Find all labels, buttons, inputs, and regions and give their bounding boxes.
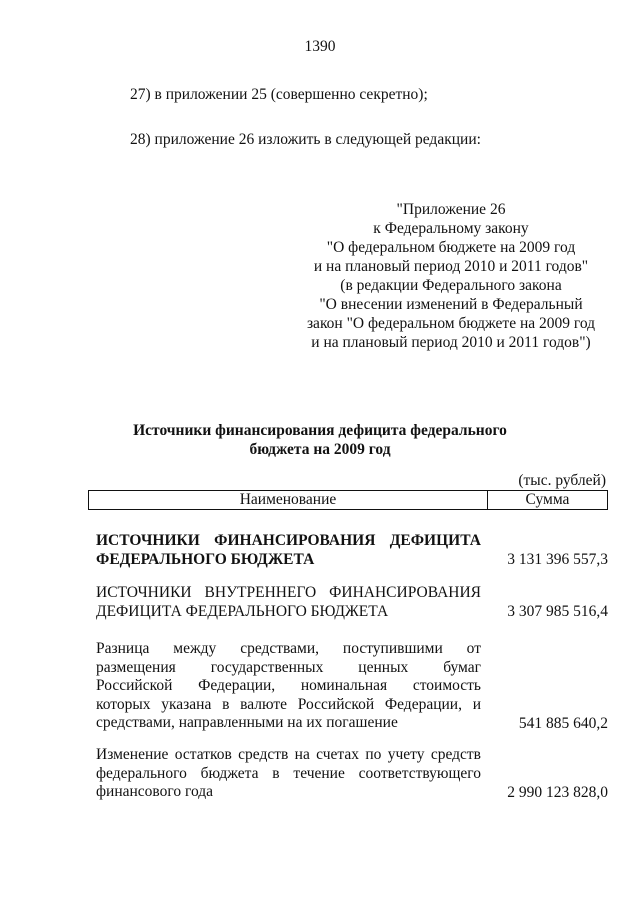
appendix-line: и на плановый период 2010 и 2011 годов")	[311, 334, 591, 351]
column-header-name: Наименование	[89, 491, 488, 509]
row-name	[96, 532, 481, 569]
table-header	[88, 490, 608, 510]
row-name-line: Российской Федерации, номинальная стоимость	[96, 677, 481, 694]
units-label: (тыс. рублей)	[518, 472, 606, 489]
appendix-line: (в редакции Федерального закона	[340, 277, 562, 294]
row-name-line: которых указана в валюте Российской Федерации, и	[96, 695, 481, 713]
row-sum: 541 885 640,2	[518, 714, 608, 732]
row-sum: 3 307 985 516,4	[507, 603, 608, 620]
paragraph-28: 28) приложение 26 изложить в следующей редакции:	[130, 131, 481, 148]
table-title-line: бюджета на 2009 год	[249, 441, 391, 458]
row-name-line: Изменение остатков средств на счетах по учету средств	[96, 746, 481, 763]
table-row	[96, 640, 608, 733]
row-sum: 2 990 123 828,0	[507, 783, 608, 801]
row-name-line: размещения государственных ценных бумаг	[96, 658, 481, 676]
row-name-line: финансового года	[96, 783, 214, 800]
row-name-line: ИСТОЧНИКИ ВНУТРЕННЕГО ФИНАНСИРОВАНИЯ	[96, 584, 481, 601]
appendix-line: "О федеральном бюджете на 2009 год	[326, 239, 576, 256]
appendix-line: "Приложение 26	[396, 201, 506, 218]
table-title-line: Источники финансирования дефицита федерального	[133, 422, 507, 439]
page-number: 1390	[304, 38, 336, 55]
row-sum: 3 131 396 557,3	[507, 551, 608, 568]
row-name-line: ИСТОЧНИКИ ФИНАНСИРОВАНИЯ ДЕФИЦИТА	[96, 532, 481, 549]
column-header-sum: Сумма	[525, 491, 570, 508]
table-title	[0, 421, 640, 459]
row-name	[96, 746, 481, 802]
paragraph-27: 27) в приложении 25 (совершенно секретно);	[130, 86, 428, 103]
row-name-line: ФЕДЕРАЛЬНОГО БЮДЖЕТА	[96, 550, 315, 568]
table-row	[96, 532, 608, 569]
table-row	[96, 584, 608, 621]
row-name-line: федерального бюджета в течение соответствующего	[96, 764, 481, 782]
appendix-line: и на плановый период 2010 и 2011 годов"	[313, 258, 589, 275]
appendix-line: закон "О федеральном бюджете на 2009 год	[306, 315, 596, 332]
row-name-line: средствами, направленными на их погашение	[96, 714, 398, 731]
row-name-line: ДЕФИЦИТА ФЕДЕРАЛЬНОГО БЮДЖЕТА	[96, 602, 389, 620]
row-name	[96, 640, 481, 733]
table-row	[96, 746, 608, 802]
appendix-line: к Федеральному закону	[373, 220, 529, 237]
appendix-header	[286, 200, 616, 352]
row-name	[96, 584, 481, 621]
row-name-line: Разница между средствами, поступившими от	[96, 640, 481, 657]
appendix-line: "О внесении изменений в Федеральный	[319, 296, 583, 313]
